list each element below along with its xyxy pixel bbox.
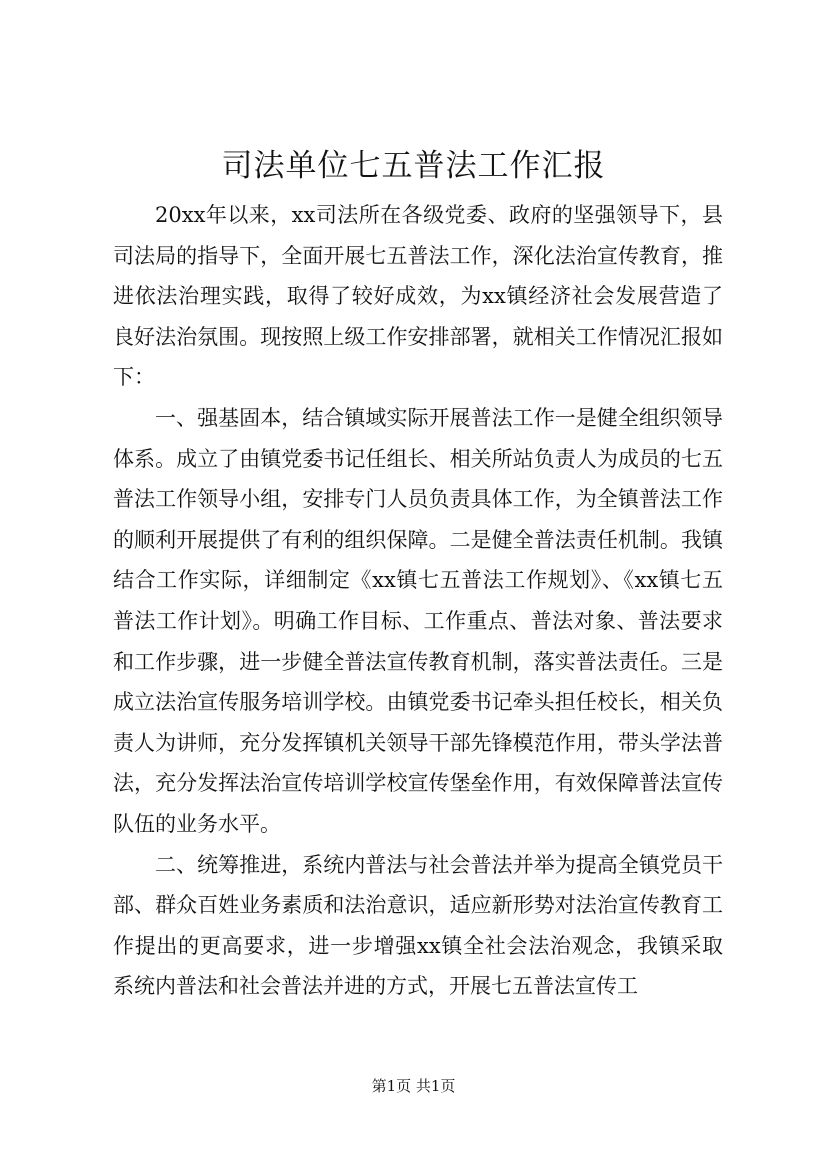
page-footer: 第1页 共1页 bbox=[371, 1077, 456, 1095]
paragraph-intro: 20xx年以来，xx司法所在各级党委、政府的坚强领导下，县司法局的指导下，全面开展七五普法工作，深化法治宣传教育，推进依法治理实践，取得了较好成效，为xx镇经济社会发展营造了良好法治氛围。现按照上级工作安排部署，就相关工作情况汇报如下： bbox=[113, 203, 723, 390]
document-title: 司法单位七五普法工作汇报 bbox=[221, 148, 606, 184]
paragraph-section-one: 一、强基固本，结合镇域实际开展普法工作一是健全组织领导体系。成立了由镇党委书记任组长、相关所站负责人为成员的七五普法工作领导小组，安排专门人员负责具体工作，为全镇普法工作的顺利开展提供了有利的组织保障。二是健全普法责任机制。我镇结合工作实际，详细制定《xx镇七五普法工作规划》、《xx镇七五普法工作计划》。明确工作目标、工作重点、普法对象、普法要求和工作步骤，进一步健全普法宣传教育机制，落实普法责任。三是成立法治宣传服务培训学校。由镇党委书记牵头担任校长，相关负责人为讲师，充分发挥镇机关领导干部先锋模范作用，带头学法普法，充分发挥法治宣传培训学校宣传堡垒作用，有效保障普法宣传队伍的业务水平。 bbox=[113, 405, 723, 836]
document-body bbox=[113, 195, 723, 1007]
paragraph-section-two: 二、统筹推进，系统内普法与社会普法并举为提高全镇党员干部、群众百姓业务素质和法治意识，适应新形势对法治宣传教育工作提出的更高要求，进一步增强xx镇全社会法治观念，我镇采取系统内普法和社会普法并进的方式，开展七五普法宣传工 bbox=[113, 852, 723, 999]
